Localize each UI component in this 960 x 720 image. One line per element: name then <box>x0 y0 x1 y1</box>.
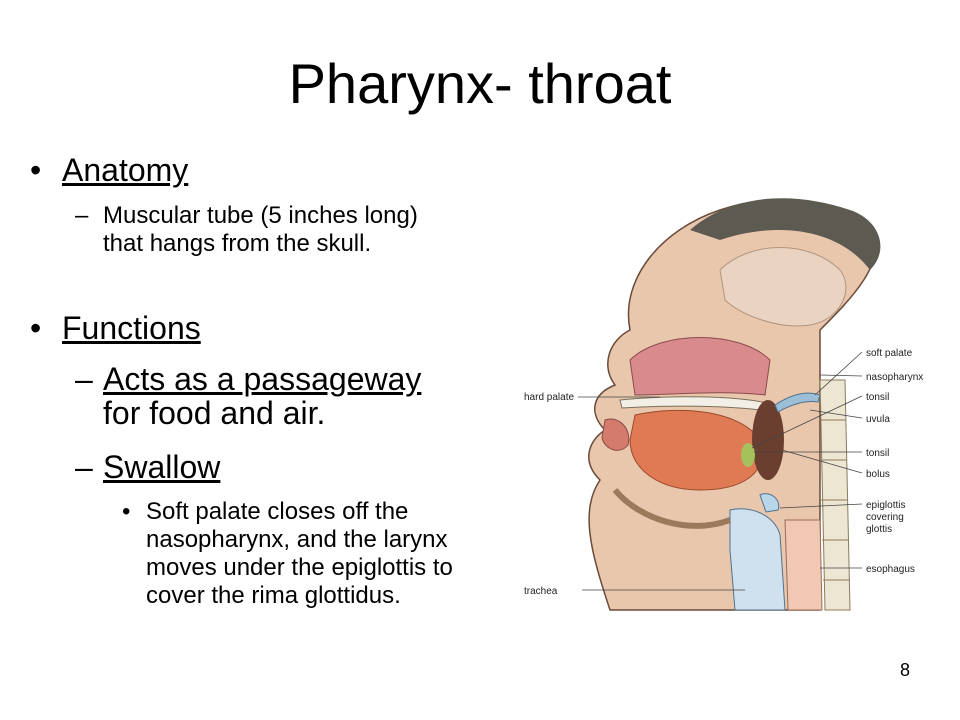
label-tonsil-1: tonsil <box>866 392 890 403</box>
tonsil-shape <box>741 443 755 467</box>
dash-marker: – <box>75 449 93 485</box>
passageway-link[interactable]: Acts as a passageway <box>103 361 422 397</box>
dash-marker: – <box>75 361 93 397</box>
bullet-dot: • <box>122 498 131 525</box>
passageway-rest: for food and air. <box>103 395 326 431</box>
label-uvula: uvula <box>866 414 890 425</box>
label-epiglottis: epiglottis <box>866 500 906 511</box>
pharynx-anatomy-figure <box>520 190 940 620</box>
swallow-detail-text: Soft palate closes off the nasopharynx, and the larynx moves under the epiglottis to cover the rima glottidus. <box>146 498 453 609</box>
functions-link[interactable]: Functions <box>62 310 201 346</box>
anatomy-subpoint-text: Muscular tube (5 inches long) that hangs from the skull. <box>103 202 418 257</box>
spine-shape <box>820 380 850 610</box>
bullet-dot: • <box>30 152 42 188</box>
dash-marker: – <box>75 202 89 229</box>
nasal-cavity <box>630 338 770 396</box>
label-trachea: trachea <box>524 586 558 597</box>
bullet-dot: • <box>30 310 42 346</box>
anatomy-link[interactable]: Anatomy <box>62 152 189 188</box>
label-glottis: glottis <box>866 524 893 535</box>
label-esophagus: esophagus <box>866 564 915 575</box>
functions-subpoint-1-text <box>103 362 483 430</box>
functions-subpoint-1 <box>75 362 485 434</box>
label-bolus: bolus <box>866 469 890 480</box>
label-hard-palate: hard palate <box>524 392 575 403</box>
label-soft-palate: soft palate <box>866 348 913 359</box>
page-number: 8 <box>899 660 910 680</box>
label-nasopharynx: nasopharynx <box>866 372 924 383</box>
esophagus-shape <box>785 520 822 610</box>
swallow-link[interactable]: Swallow <box>103 449 221 485</box>
label-tonsil-2: tonsil <box>866 448 890 459</box>
label-covering: covering <box>866 512 904 523</box>
slide-title: Pharynx- throat <box>288 52 672 115</box>
